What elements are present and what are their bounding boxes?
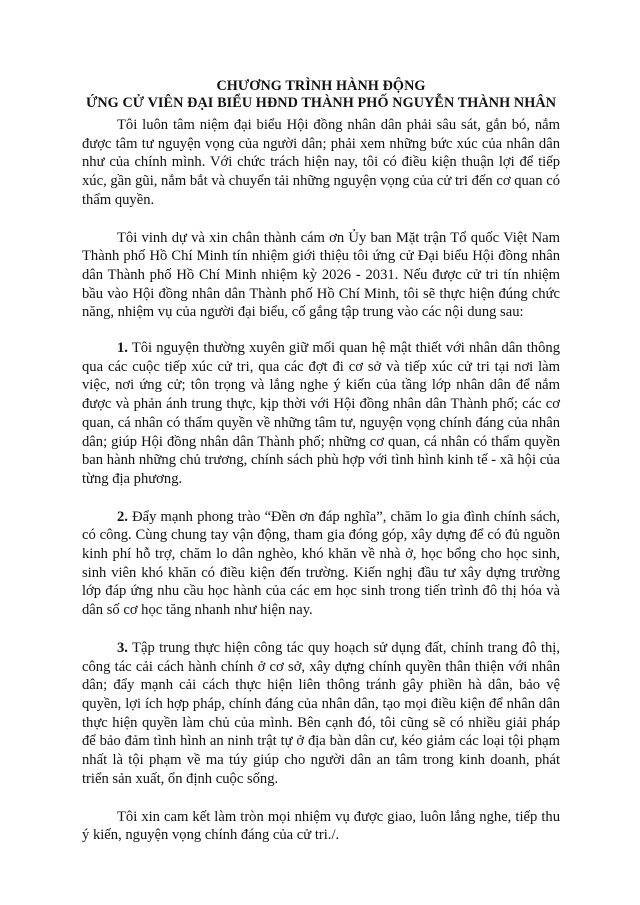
document-title-line-2: ỨNG CỬ VIÊN ĐẠI BIỂU HĐND THÀNH PHỐ NGUYỄN THÀNH NHÂN xyxy=(85,95,557,111)
item-2-text: Đẩy mạnh phong trào “Đền ơn đáp nghĩa”, chăm lo gia đình chính sách, có công. Cùng chung tay vận động, tham gia đóng góp, xây dựng để có đủ nguồn kinh phí hỗ trợ, chăm lo dân nghèo, khó khăn về nhà ở, học bổng cho học sinh, sinh viên khó khăn có điều kiện đến trường. Kiến nghị đầu tư xây dựng trường lớp đáp ứng nhu cầu học hành của các em học sinh trong tiến trình đô thị hóa và dân số cơ học tăng nhanh như hiện nay. xyxy=(82,508,560,619)
commitment-item-1 xyxy=(82,339,560,489)
document-title-line-1: CHƯƠNG TRÌNH HÀNH ĐỘNG xyxy=(216,78,426,94)
item-1-text: Tôi nguyện thường xuyên giữ mối quan hệ mật thiết với nhân dân thông qua các cuộc tiếp xúc cử tri, qua các đợt đi cơ sở và tiếp xúc cử tri tại nơi làm việc, nơi ứng cử; tôn trọng và lắng nghe ý kiến của tầng lớp nhân dân để nắm được và phản ánh trung thực, kịp thời với Hội đồng nhân dân Thành phố; các cơ quan, cá nhân có thẩm quyền về những tâm tư, nguyện vọng chính đáng của nhân dân; giúp Hội đồng nhân dân Thành phố; những cơ quan, cá nhân có thẩm quyền ban hành những chủ trương, chính sách phù hợp với tình hình kinh tế - xã hội của từng địa phương. xyxy=(82,340,560,487)
item-3-number: 3. xyxy=(117,639,128,656)
item-1-number: 1. xyxy=(117,340,128,357)
document-page xyxy=(82,78,560,845)
item-3-text: Tập trung thực hiện công tác quy hoạch sử dụng đất, chỉnh trang đô thị, công tác cải cách hành chính ở cơ sở, xây dựng chính quyền thân thiện với nhân dân; đẩy mạnh cải cách thực hiện liên thông tránh gây phiền hà dân, bảo vệ quyền, lợi ích hợp pháp, chính đáng của nhân dân, tạo mọi điều kiện để nhân dân thực hiện quyền làm chủ của mình. Bên cạnh đó, tôi cũng sẽ có nhiều giải pháp để bảo đảm tình hình an ninh trật tự ở địa bàn dân cư, kéo giảm các loại tội phạm nhất là tội phạm về ma túy giúp cho người dân an tâm trong kinh doanh, phát triển sản xuất, ổn định cuộc sống. xyxy=(82,639,560,787)
commitment-item-3 xyxy=(82,639,560,789)
intro-paragraph-1: Tôi luôn tâm niệm đại biểu Hội đồng nhân dân phải sâu sát, gắn bó, nắm được tâm tư nguyện vọng của người dân; phải xem những bức xúc của nhân dân như của chính mình. Với chức trách hiện nay, tôi có điều kiện thuận lợi để tiếp xúc, gần gũi, nắm bắt và chuyển tải những nguyện vọng của cử tri đến cơ quan có thẩm quyền. xyxy=(82,117,560,208)
commitment-item-2 xyxy=(82,508,560,620)
closing-paragraph: Tôi xin cam kết làm tròn mọi nhiệm vụ được giao, luôn lắng nghe, tiếp thu ý kiến, nguyện vọng chính đáng của cử tri./. xyxy=(82,808,560,844)
item-2-number: 2. xyxy=(117,508,128,525)
intro-paragraph-2: Tôi vinh dự và xin chân thành cám ơn Ủy ban Mặt trận Tổ quốc Việt Nam Thành phố Hồ Chí Minh tín nhiệm giới thiệu tôi ứng cử Đại biểu Hội đồng nhân dân Thành phố Hồ Chí Minh nhiệm kỳ 2026 - 2031. Nếu được cử tri tín nhiệm bầu vào Hội đồng nhân dân Thành phố Hồ Chí Minh, tôi sẽ thực hiện đúng chức năng, nhiệm vụ của người đại biểu, cố gắng tập trung vào các nội dung sau: xyxy=(82,229,560,321)
